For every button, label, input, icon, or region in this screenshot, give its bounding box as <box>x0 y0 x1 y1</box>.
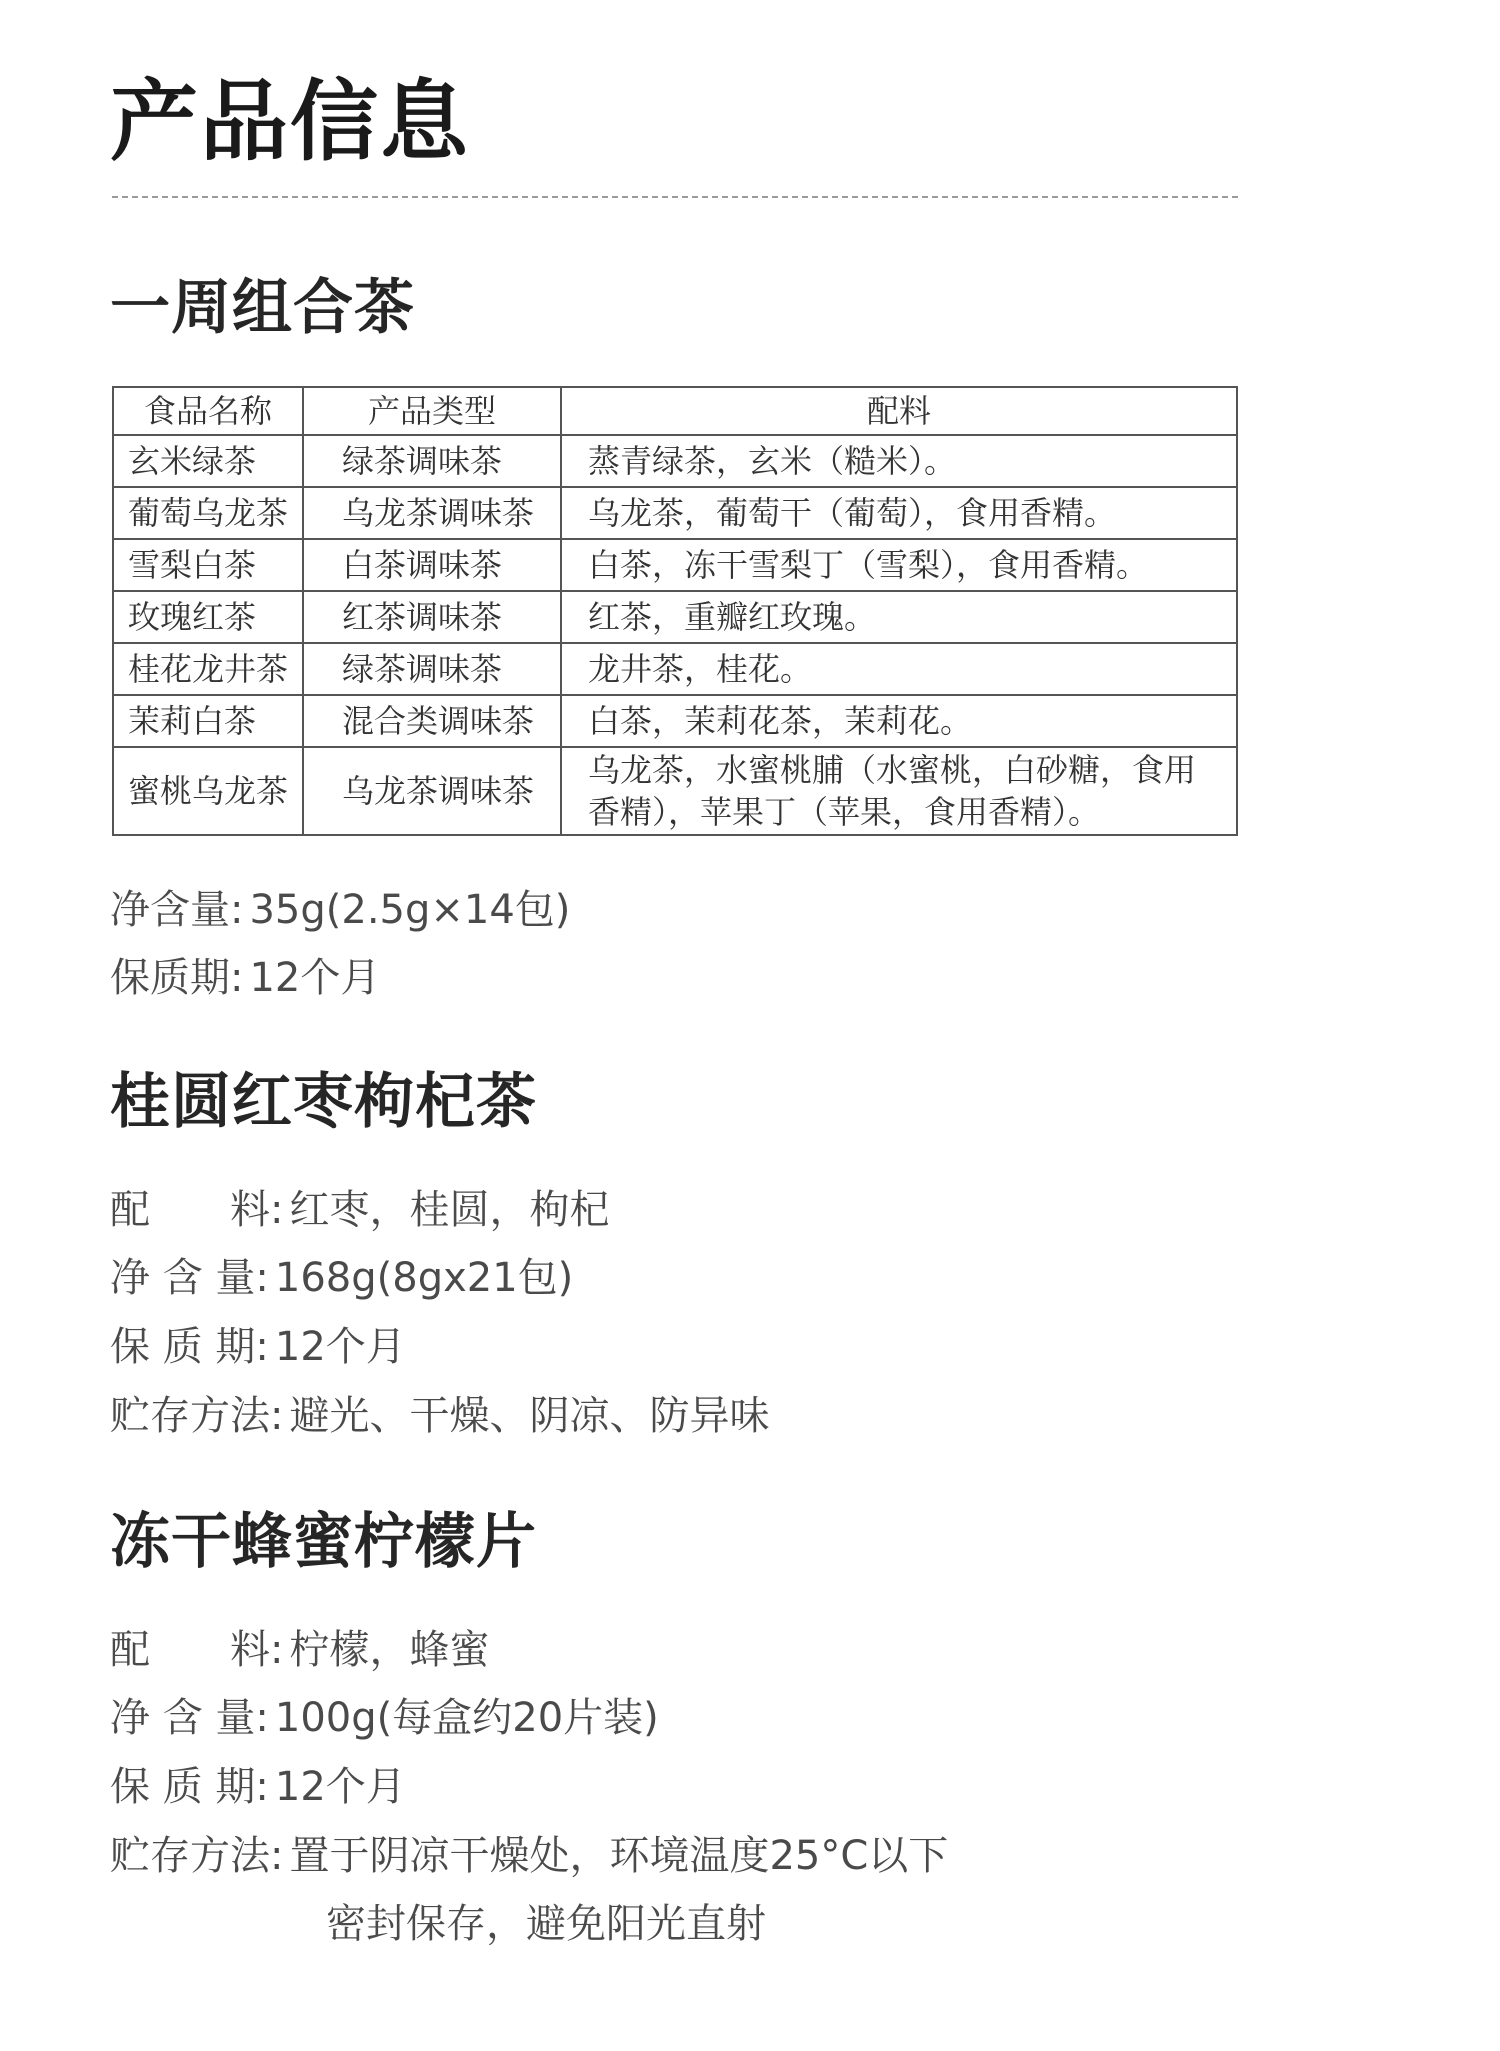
section-title-weekly-tea: 一周组合茶 <box>110 273 415 343</box>
shelf-life-line <box>110 1764 406 1810</box>
table-cell-ingredients: 红茶，重瓣红玫瑰。 <box>561 591 1237 643</box>
table-row <box>113 487 1237 539</box>
net-content-line <box>110 887 571 933</box>
table-header-cell: 食品名称 <box>113 387 303 435</box>
table-cell-type: 红茶调味茶 <box>303 591 561 643</box>
ingredients-label: 配 料: <box>110 1187 284 1233</box>
ingredients-line <box>110 1627 490 1673</box>
table-cell-ingredients: 白茶，茉莉花茶，茉莉花。 <box>561 695 1237 747</box>
table-cell-type: 绿茶调味茶 <box>303 643 561 695</box>
table-row <box>113 643 1237 695</box>
table-cell-name: 桂花龙井茶 <box>113 643 303 695</box>
net-content-label: 净 含 量: <box>110 1255 269 1301</box>
table-cell-ingredients: 乌龙茶，水蜜桃脯（水蜜桃，白砂糖，食用香精），苹果丁（苹果，食用香精）。 <box>561 747 1237 835</box>
table-cell-ingredients: 白茶，冻干雪梨丁（雪梨），食用香精。 <box>561 539 1237 591</box>
storage-line <box>110 1833 949 1879</box>
table-cell-ingredients: 乌龙茶，葡萄干（葡萄），食用香精。 <box>561 487 1237 539</box>
table-cell-name: 茉莉白茶 <box>113 695 303 747</box>
table-row <box>113 591 1237 643</box>
ingredients-value: 柠檬，蜂蜜 <box>289 1627 490 1673</box>
table-cell-name: 玄米绿茶 <box>113 435 303 487</box>
section-title-longan-tea: 桂圆红枣枸杞茶 <box>110 1067 537 1137</box>
shelf-life-label: 保 质 期: <box>110 1324 269 1370</box>
table-row <box>113 539 1237 591</box>
net-content-value: 168g(8gx21包) <box>274 1255 574 1301</box>
table-cell-name: 葡萄乌龙茶 <box>113 487 303 539</box>
ingredients-table <box>112 386 1238 836</box>
table-cell-name: 蜜桃乌龙茶 <box>113 747 303 835</box>
shelf-life-label: 保质期: <box>110 955 244 1001</box>
table-cell-type: 白茶调味茶 <box>303 539 561 591</box>
shelf-life-value: 12个月 <box>274 1764 406 1810</box>
net-content-line <box>110 1255 574 1301</box>
net-content-value: 35g(2.5g×14包) <box>249 887 571 933</box>
net-content-line <box>110 1695 659 1741</box>
shelf-life-value: 12个月 <box>249 955 381 1001</box>
table-cell-ingredients: 龙井茶，桂花。 <box>561 643 1237 695</box>
table-header-row <box>113 387 1237 435</box>
table-cell-ingredients: 蒸青绿茶，玄米（糙米）。 <box>561 435 1237 487</box>
table-cell-name: 雪梨白茶 <box>113 539 303 591</box>
section-title-lemon-slices: 冻干蜂蜜柠檬片 <box>110 1507 537 1577</box>
net-content-label: 净含量: <box>110 887 244 933</box>
table-header-cell: 产品类型 <box>303 387 561 435</box>
table-cell-type: 乌龙茶调味茶 <box>303 747 561 835</box>
ingredients-label: 配 料: <box>110 1627 284 1673</box>
storage-value-line1: 置于阴凉干燥处，环境温度25°C以下 <box>289 1833 949 1879</box>
table-cell-type: 混合类调味茶 <box>303 695 561 747</box>
net-content-label: 净 含 量: <box>110 1695 269 1741</box>
table-row <box>113 435 1237 487</box>
table-row <box>113 747 1237 835</box>
shelf-life-value: 12个月 <box>274 1324 406 1370</box>
table-cell-type: 乌龙茶调味茶 <box>303 487 561 539</box>
storage-line <box>110 1393 770 1439</box>
storage-value-line2: 密封保存，避免阳光直射 <box>326 1901 766 1947</box>
page-title: 产品信息 <box>110 70 471 173</box>
ingredients-line <box>110 1187 610 1233</box>
storage-value: 避光、干燥、阴凉、防异味 <box>289 1393 770 1439</box>
net-content-value: 100g(每盒约20片装) <box>274 1695 659 1741</box>
table-header-cell: 配料 <box>561 387 1237 435</box>
shelf-life-line <box>110 955 381 1001</box>
table-cell-name: 玫瑰红茶 <box>113 591 303 643</box>
table-cell-type: 绿茶调味茶 <box>303 435 561 487</box>
storage-label: 贮存方法: <box>110 1393 284 1439</box>
storage-label: 贮存方法: <box>110 1833 284 1879</box>
shelf-life-label: 保 质 期: <box>110 1764 269 1810</box>
ingredients-value: 红枣，桂圆，枸杞 <box>289 1187 610 1233</box>
dashed-divider <box>112 196 1238 198</box>
shelf-life-line <box>110 1324 406 1370</box>
table-row <box>113 695 1237 747</box>
